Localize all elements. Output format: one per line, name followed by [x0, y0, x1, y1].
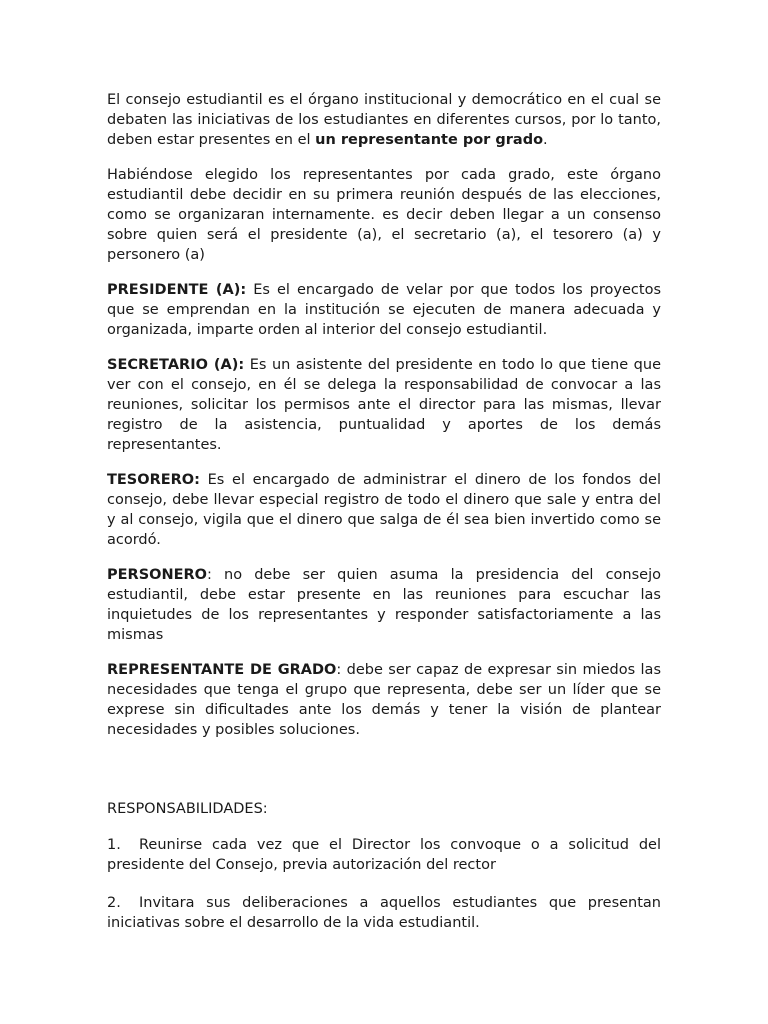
role-personero [107, 565, 661, 645]
intro-text-before: El consejo estudiantil es el órgano institucional y democrático en el cual se debaten las iniciativas de los estudiantes en diferentes cursos, por lo tanto, deben estar presentes en el [107, 92, 661, 148]
role-description: Es un asistente del presidente en todo lo que tiene que ver con el consejo, en él se delega la responsabilidad de convocar a las reuniones, solicitar los permisos ante el director para las mismas, llevar registro de la asistencia, puntualidad y aportes de los demás representantes. [107, 357, 661, 453]
section-spacer [107, 755, 661, 799]
responsibility-item-2 [107, 893, 661, 933]
role-title: REPRESENTANTE DE GRADO [107, 662, 337, 678]
role-title: PERSONERO [107, 567, 207, 583]
responsibility-item-1 [107, 835, 661, 875]
item-number: 2. [107, 895, 121, 911]
item-number: 1. [107, 837, 121, 853]
role-title: SECRETARIO (A): [107, 357, 245, 373]
role-grade-representative [107, 660, 661, 740]
role-description: : no debe ser quien asuma la presidencia del consejo estudiantil, debe estar presente en las reuniones para escuchar las inquietudes de los representantes y responder satisfactoriamente a las mismas [107, 567, 661, 643]
item-text: Reunirse cada vez que el Director los convoque o a solicitud del presidente del Consejo, previa autorización del rector [107, 837, 661, 873]
document-page [107, 90, 661, 951]
role-description: : debe ser capaz de expresar sin miedos las necesidades que tenga el grupo que representa, debe ser un líder que se exprese sin dificultades ante los demás y tener la visión de plantear necesidades y posibles soluciones. [107, 662, 661, 738]
intro-paragraph [107, 90, 661, 150]
responsibilities-heading: RESPONSABILIDADES: [107, 801, 268, 817]
item-text: Invitara sus deliberaciones a aquellos estudiantes que presentan iniciativas sobre el desarrollo de la vida estudiantil. [107, 895, 661, 931]
election-paragraph: Habiéndose elegido los representantes por cada grado, este órgano estudiantil debe decidir en su primera reunión después de las elecciones, como se organizaran internamente. es decir deben llegar a un consenso sobre quien será el presidente (a), el secretario (a), el tesorero (a) y personero (a) [107, 167, 661, 263]
role-description: Es el encargado de velar por que todos los proyectos que se emprendan en la institución se ejecuten de manera adecuada y organizada, imparte orden al interior del consejo estudiantil. [107, 282, 662, 338]
intro-text-after: . [543, 132, 548, 148]
role-president [107, 280, 661, 340]
role-title: PRESIDENTE (A): [107, 282, 247, 298]
role-treasurer [107, 470, 661, 550]
role-title: TESORERO: [107, 472, 200, 488]
intro-bold-phrase: un representante por grado [315, 132, 544, 148]
role-secretary [107, 355, 661, 455]
role-description: Es el encargado de administrar el dinero de los fondos del consejo, debe llevar especial registro de todo el dinero que sale y entra del y al consejo, vigila que el dinero que salga de él sea bien invertido como se acordó. [107, 472, 661, 548]
